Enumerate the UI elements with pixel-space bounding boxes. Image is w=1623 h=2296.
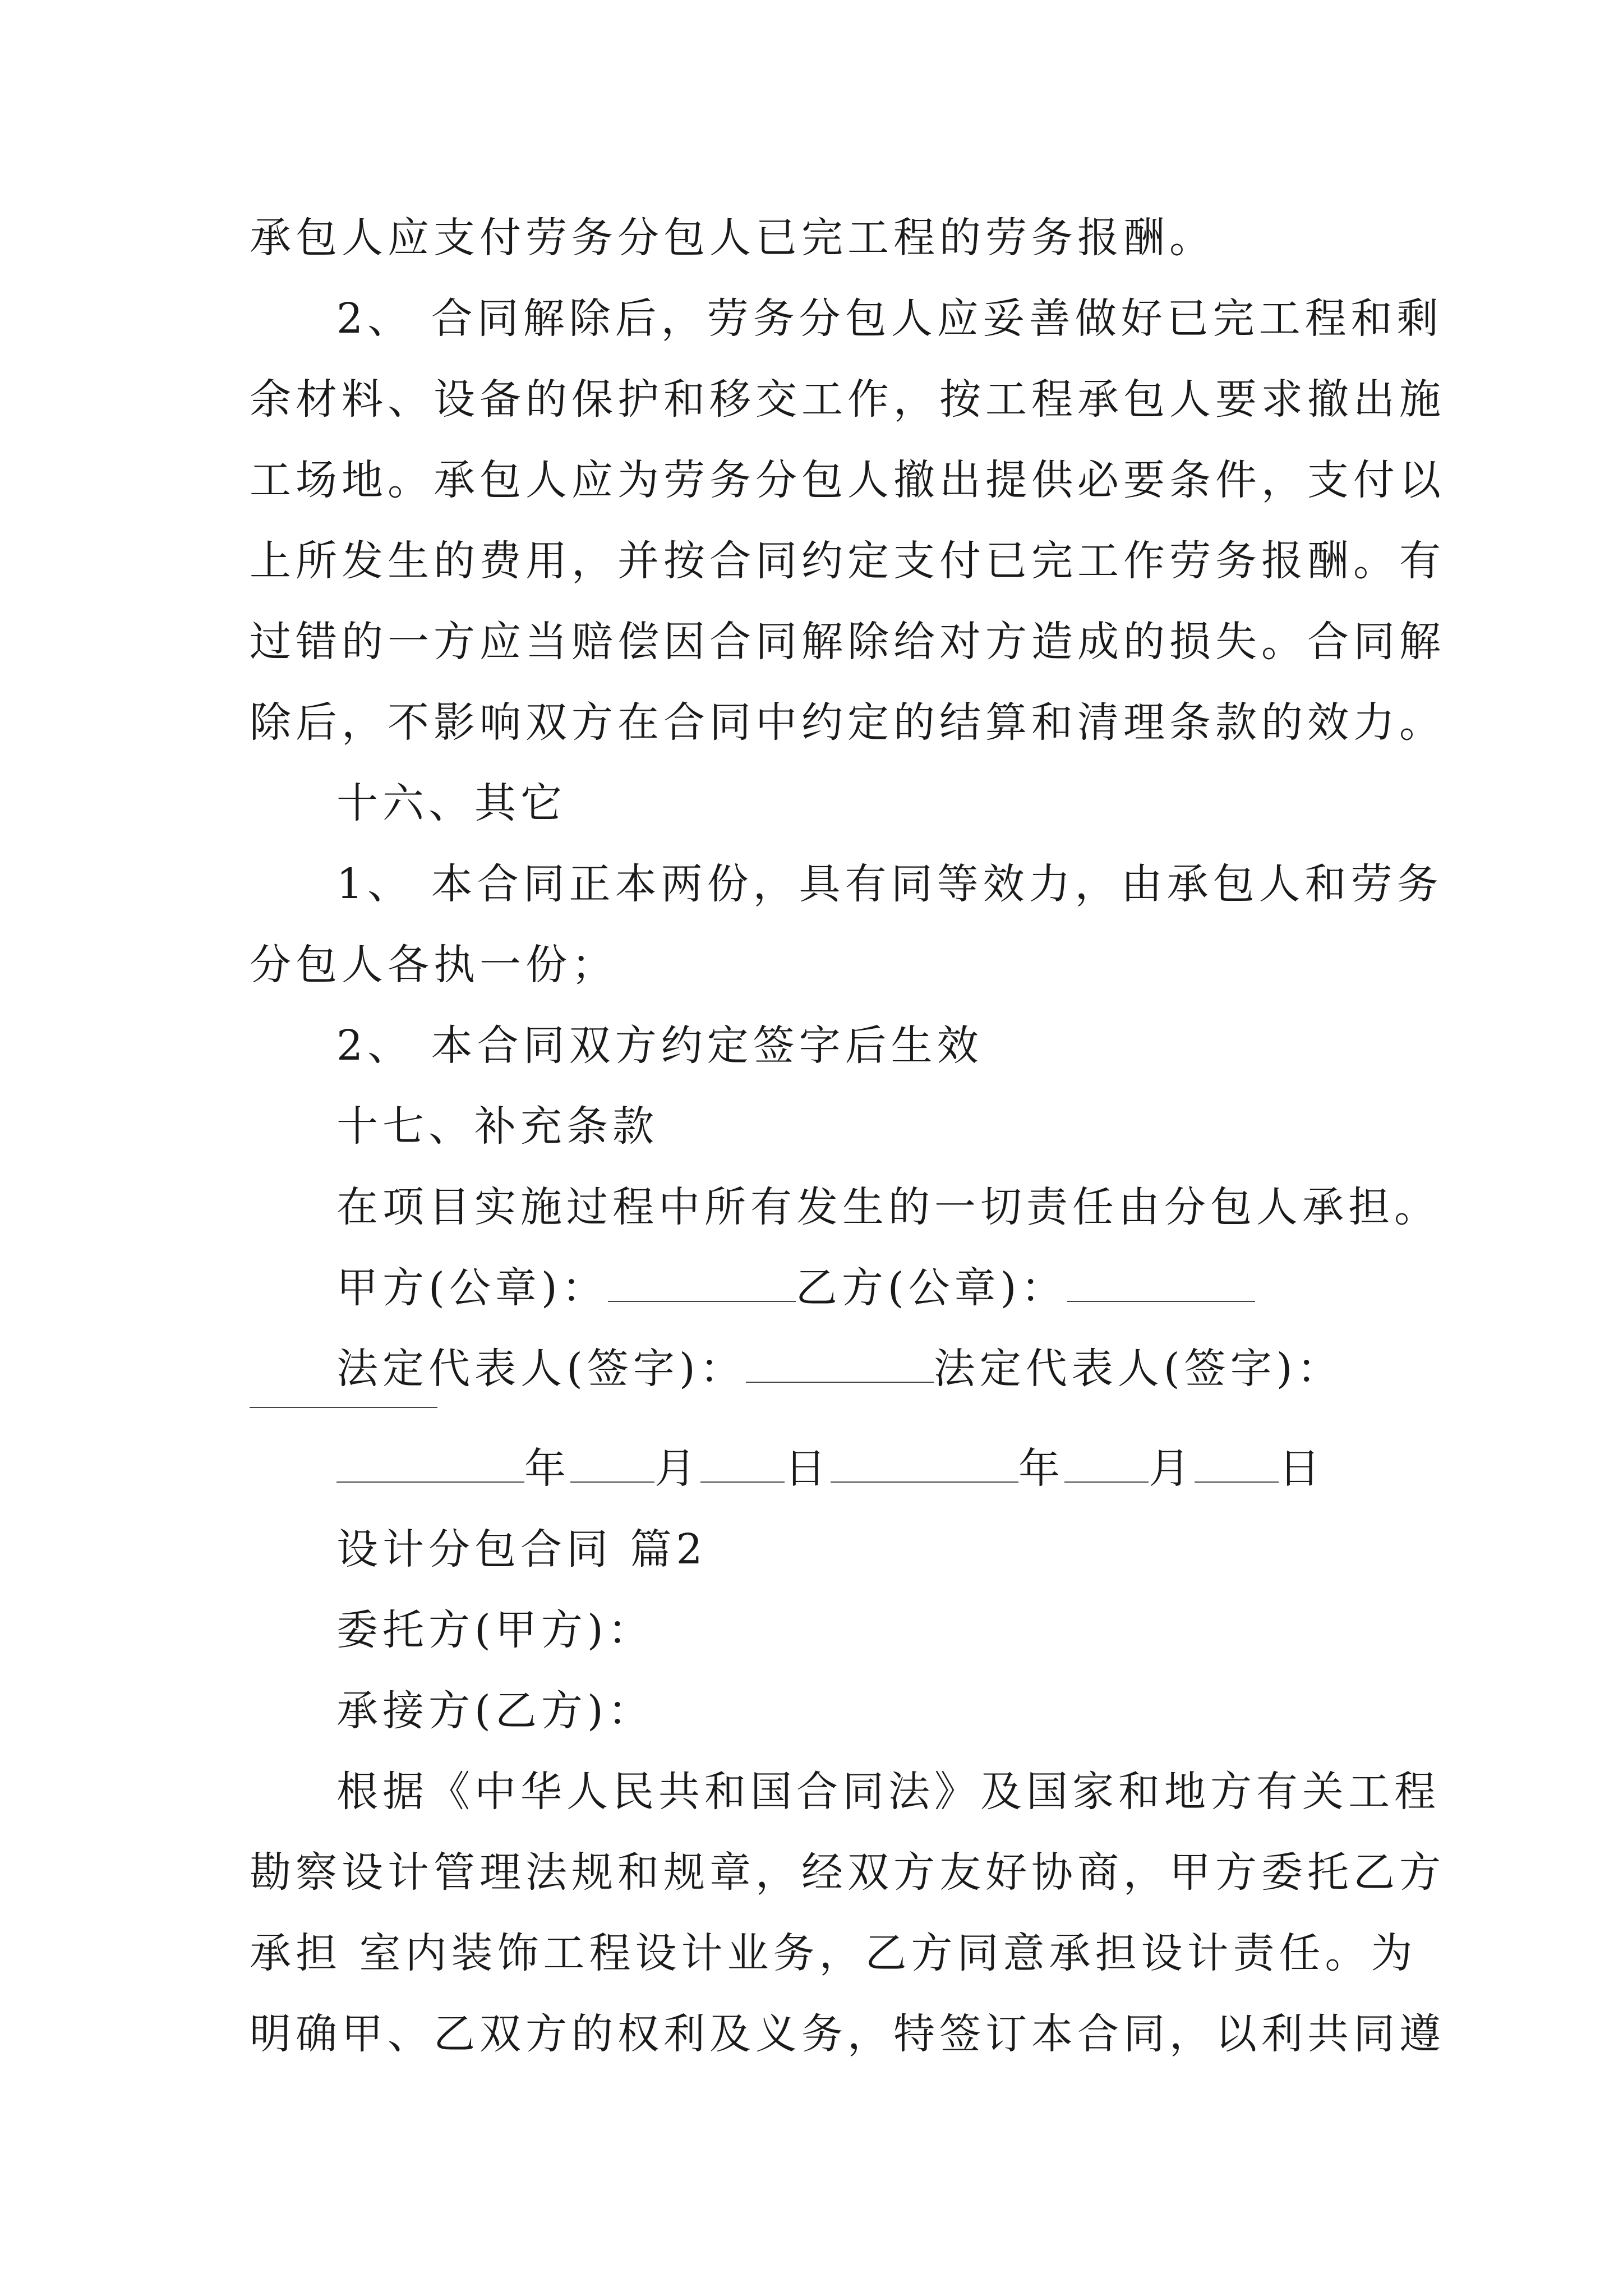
day-label: 日 xyxy=(1279,1444,1325,1493)
paragraph-line: 承包人应支付劳务分包人已完工程的劳务报酬。 xyxy=(250,214,1215,262)
year-a-blank xyxy=(336,1446,524,1483)
year-b-blank xyxy=(831,1446,1018,1483)
paragraph-line: 勘察设计管理法规和规章，经双方友好协商，甲方委托乙方 xyxy=(250,1848,1445,1897)
party-a-seal-label: 甲方(公章)： xyxy=(336,1264,608,1312)
legal-rep-b-label: 法定代表人(签字)： xyxy=(933,1345,1343,1393)
year-label: 年 xyxy=(524,1444,570,1493)
party-b-seal-label: 乙方(公章)： xyxy=(795,1264,1067,1312)
paragraph-line: 除后，不影响双方在合同中约定的结算和清理条款的效力。 xyxy=(250,698,1445,747)
party-a-seal-blank xyxy=(608,1265,796,1302)
party-b-seal-blank xyxy=(1067,1265,1255,1302)
month-a-blank xyxy=(570,1446,654,1483)
day-b-blank xyxy=(1195,1446,1279,1483)
paragraph-line: 工场地。承包人应为劳务分包人撤出提供必要条件，支付以 xyxy=(250,456,1445,504)
contract-title: 设计分包合同 篇2 xyxy=(336,1525,707,1573)
day-label: 日 xyxy=(785,1444,831,1493)
paragraph-line: 根据《中华人民共和国合同法》及国家和地方有关工程 xyxy=(336,1768,1440,1816)
paragraph-line: 承担 室内装饰工程设计业务，乙方同意承担设计责任。为 xyxy=(250,1929,1417,1977)
paragraph-line: 2、 本合同双方约定签字后生效 xyxy=(336,1022,983,1070)
legal-rep-line xyxy=(336,1341,1343,1397)
paragraph-line: 在项目实施过程中所有发生的一切责任由分包人承担。 xyxy=(336,1183,1440,1231)
contractor-label: 承接方(乙方)： xyxy=(336,1687,654,1735)
section-heading: 十七、补充条款 xyxy=(336,1102,658,1151)
month-label: 月 xyxy=(654,1444,700,1493)
legal-rep-b-blank xyxy=(250,1407,437,1408)
month-b-blank xyxy=(1064,1446,1149,1483)
paragraph-line: 明确甲、乙双方的权利及义务，特签订本合同，以利共同遵 xyxy=(250,2010,1445,2058)
date-line xyxy=(336,1441,1325,1497)
legal-rep-a-blank xyxy=(746,1346,934,1383)
paragraph-line: 余材料、设备的保护和移交工作，按工程承包人要求撤出施 xyxy=(250,375,1445,424)
day-a-blank xyxy=(700,1446,785,1483)
legal-rep-a-label: 法定代表人(签字)： xyxy=(336,1345,746,1393)
seal-line xyxy=(336,1260,1255,1316)
section-heading: 十六、其它 xyxy=(336,779,566,827)
paragraph-line: 上所发生的费用，并按合同约定支付已完工作劳务报酬。有 xyxy=(250,537,1445,585)
paragraph-line: 分包人各执一份； xyxy=(250,941,617,989)
paragraph-line: 过错的一方应当赔偿因合同解除给对方造成的损失。合同解 xyxy=(250,618,1445,666)
client-label: 委托方(甲方)： xyxy=(336,1606,654,1654)
month-label: 月 xyxy=(1149,1444,1195,1493)
paragraph-line: 2、 合同解除后，劳务分包人应妥善做好已完工程和剩 xyxy=(336,295,1443,343)
paragraph-line: 1、 本合同正本两份，具有同等效力，由承包人和劳务 xyxy=(336,860,1443,908)
year-label: 年 xyxy=(1018,1444,1064,1493)
